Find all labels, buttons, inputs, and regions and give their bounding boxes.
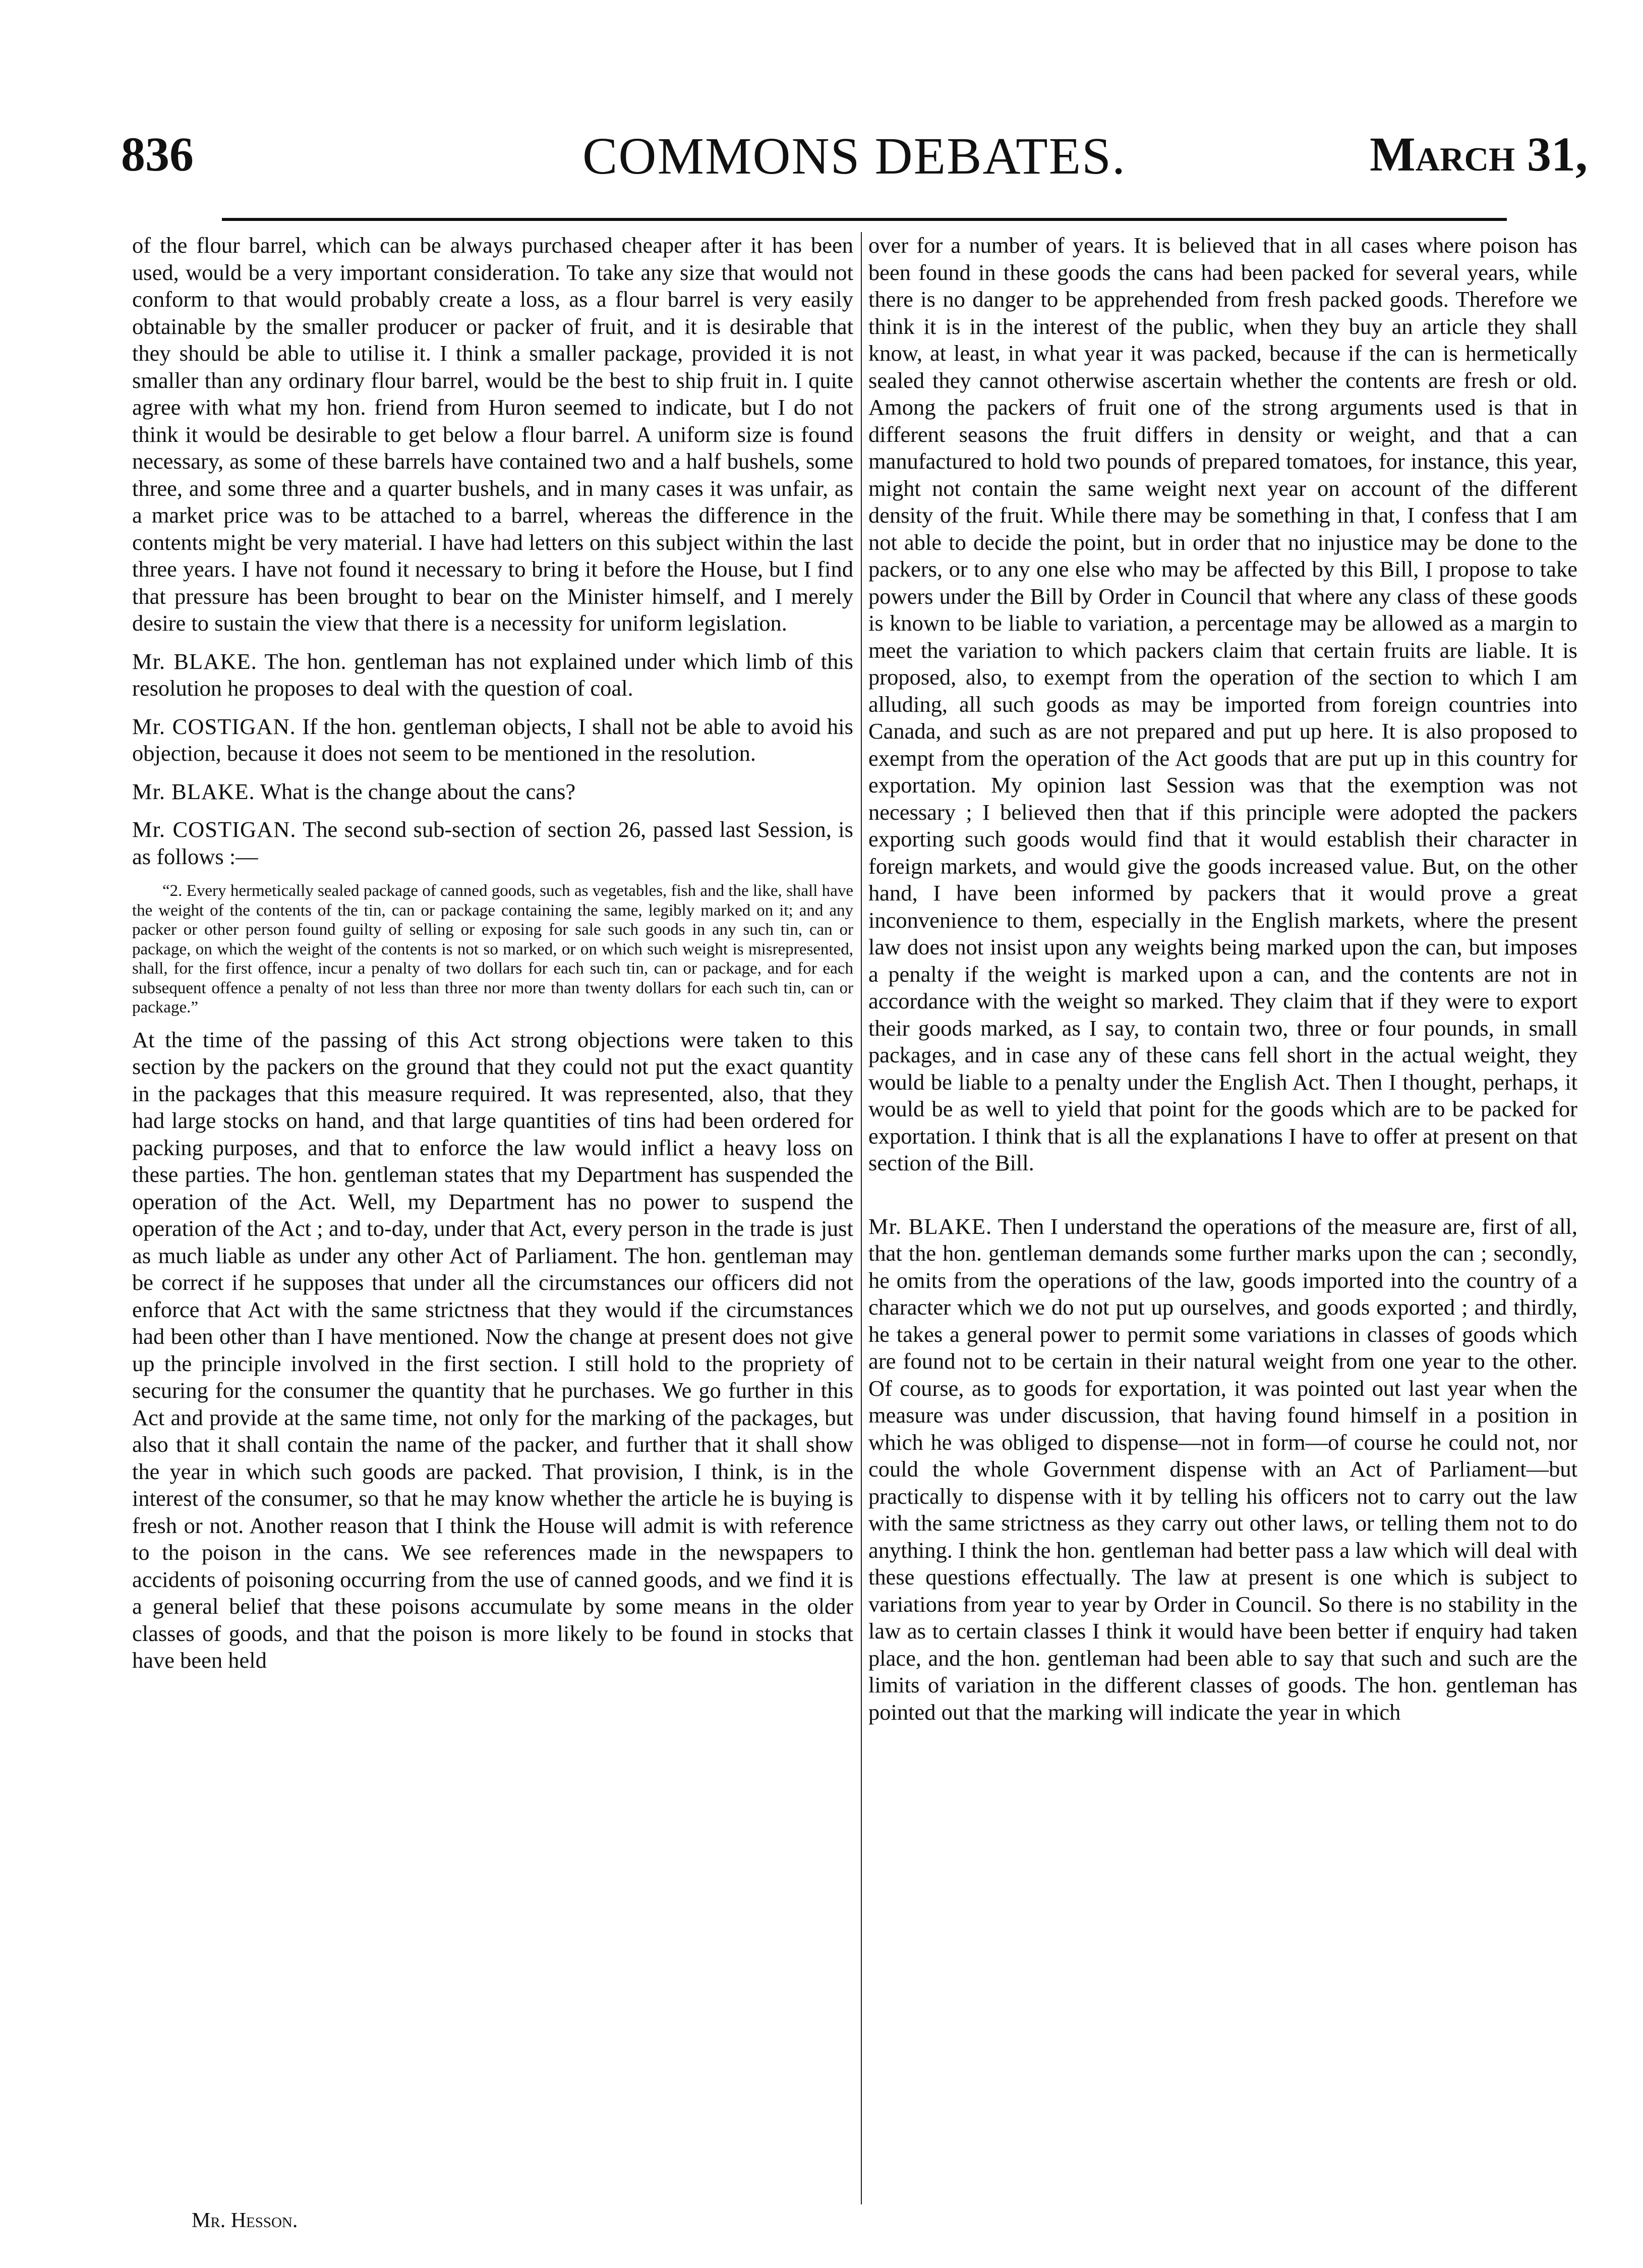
header-date: March 31,: [1370, 127, 1588, 181]
speech: [132, 816, 853, 870]
speaker-name: Mr. BLAKE.: [868, 1213, 992, 1239]
left-column: [132, 232, 853, 1674]
speaker-name: Mr. BLAKE.: [132, 648, 257, 674]
paragraph: of the flour barrel, which can be always purchased cheaper after it has been used, would be a very important consideration. To take any size that would not conform to that would probably create a loss, as a flour barrel is very easily obtainable by the smaller producer or packer of fruit, and it is desirable that they should be able to utilise it. I think a smaller package, provided it is not smaller than any ordinary flour barrel, would be the best to ship fruit in. I quite agree with what my hon. friend from Huron seemed to indicate, but I do not think it would be desirable to get below a flour barrel. A uniform size is found necessary, as some of these barrels have contained two and a half bushels, some three, and some three and a quarter bushels, and in many cases it was unfair, as a market price was to be attached to a barrel, whereas the difference in the contents might be very material. I have had letters on this subject within the last three years. I have not found it necessary to bring it before the House, but I find that pressure has been brought to bear on the Minister himself, and I merely desire to sustain the view that there is a necessity for uniform legislation.: [132, 233, 853, 636]
speech: [132, 778, 853, 806]
header-rule: [222, 218, 1507, 221]
speaker-name: Mr. BLAKE.: [132, 778, 255, 804]
speech: [132, 713, 853, 767]
page-header: [121, 126, 1588, 207]
right-column: [868, 232, 1577, 1726]
speaker-name: Mr. COSTIGAN.: [132, 817, 297, 842]
speech-text: What is the change about the cans?: [255, 778, 576, 804]
speaker-name: Mr. COSTIGAN.: [132, 713, 296, 739]
speech: [868, 1213, 1577, 1726]
catchword: Mr. Hesson.: [192, 2209, 298, 2232]
speech-text: The second sub-section of section 26, passed last Session, is as follows :—: [132, 817, 853, 869]
column-divider: [861, 232, 862, 2204]
statute-quotation: “2. Every hermetically sealed package of canned goods, such as vegetables, fish and the like, shall have the weight of the contents of the tin, can or package containing the same, legibly marked on it; and any packer or other person found guilty of selling or exposing for sale such goods in any such tin, can or package, on which the weight of the contents is not so marked, or on which such weight is misrepresented, shall, for the first offence, incur a penalty of two dollars for each such tin, can or package, and for each subsequent offence a penalty of not less than three nor more than twenty dollars for each such tin, can or package.”: [132, 882, 853, 1016]
speech: [132, 648, 853, 702]
speech-text: Then I understand the operations of the measure are, first of all, that the hon. gentleman demands some further marks upon the can ; secondly, he omits from the operations of the law, goods imported into the country of a character which we do not put up ourselves, and goods exported ; and thirdly, he takes a general power to permit some variations in classes of goods which are found not to be certain in their natural weight from one year to the other. Of course, as to goods for exportation, it was pointed out last year when the measure was under discussion, that having found himself in a position in which he was obliged to dispense—not in form—of course he could not, nor could the whole Government dispense with an Act of Parliament—but practically to dispense with it by telling his officers not to carry out the law with the same strictness as they carry out other laws, or telling them not to do anything. I think the hon. gentleman had better pass a law which will deal with these questions effectually. The law at present is one which is subject to variations from year to year by Order in Council. So there is no stability in the law as to certain classes I think it would have been better if enquiry had taken place, and the hon. gentleman had been able to say that such and such are the limits of variation in the different classes of goods. The hon. gentleman has pointed out that the marking will indicate the year in which: [868, 1213, 1578, 1725]
paragraph: At the time of the passing of this Act strong objections were taken to this section by the packers on the ground that they could not put the exact quantity in the packages that this measure required. It was represented, also, that they had large stocks on hand, and that large quantities of tins had been ordered for packing purposes, and that to enforce the law would inflict a heavy loss on these parties. The hon. gentleman states that my Department has suspended the operation of the Act. Well, my Department has no power to suspend the operation of the Act ; and to-day, under that Act, every person in the trade is just as much liable as under any other Act of Parliament. The hon. gentleman may be correct if he supposes that under all the circumstances our officers did not enforce that Act with the same strictness that they would if the circumstances had been other than I have mentioned. Now the change at present does not give up the principle involved in the first section. I still hold to the propriety of securing for the consumer the quantity that he purchases. We go further in this Act and provide at the same time, not only for the marking of the packages, but also that it shall contain the name of the packer, and further that it shall show the year in which such goods are packed. That provision, I think, is in the interest of the consumer, so that he may know whether the article he is buying is fresh or not. Another reason that I think the House will admit is with reference to the poison in the cans. We see references made in the newspapers to accidents of poisoning occurring from the use of canned goods, and we find it is a general belief that these poisons accumulate by some means in the older classes of goods, and that the poison is more likely to be found in stocks that have been held: [132, 1027, 853, 1673]
paragraph: over for a number of years. It is believed that in all cases where poison has been found in these goods the cans had been packed for several years, while there is no danger to be apprehended from fresh packed goods. Therefore we think it is in the interest of the public, when they buy an article they shall know, at least, in what year it was packed, because if the can is hermetically sealed they cannot otherwise ascertain whether the contents are fresh or old. Among the packers of fruit one of the strong arguments used is that in different seasons the fruit differs in density or weight, and that a can manufactured to hold two pounds of prepared tomatoes, for instance, this year, might not contain the same weight next year on account of the different density of the fruit. While there may be something in that, I confess that I am not able to decide the point, but in order that no injustice may be done to the packers, or to any one else who may be affected by this Bill, I propose to take powers under the Bill by Order in Council that where any class of these goods is known to be liable to variation, a percentage may be allowed as a margin to meet the variation to which packers claim that certain fruits are liable. It is proposed, also, to exempt from the operation of the section to which I am alluding, all such goods as may be imported from foreign countries into Canada, and such as are not prepared and put up here. It is also proposed to exempt from the operation of the Act goods that are put up in this country for exportation. My opinion last Session was that the exemption was not necessary ; I believed then that if this principle were adopted the packers exporting such goods would find that it would establish their character in foreign markets, and would give the goods increased value. But, on the other hand, I have been informed by packers that it would prove a great inconvenience to them, especially in the English markets, where the present law does not insist upon any weights being marked upon the can, but imposes a penalty if the weight is marked upon a can, and the contents are not in accordance with the weight so marked. They claim that if they were to export their goods marked, as I say, to contain two, three or four pounds, in small packages, and in case any of these cans fell short in the actual weight, they would be liable to a penalty under the English Act. Then I thought, perhaps, it would be as well to yield that point for the goods which are to be packed for exportation. I think that is all the explanations I have to offer at present on that section of the Bill.: [868, 233, 1577, 1175]
speech-text: If the hon. gentleman objects, I shall not be able to avoid his objection, because it does not seem to be mentioned in the resolution.: [132, 713, 853, 766]
page-title: COMMONS DEBATES.: [582, 127, 1126, 185]
speech-text: The hon. gentleman has not explained under which limb of this resolution he proposes to deal with the question of coal.: [132, 648, 853, 701]
page-number: 836: [121, 127, 194, 181]
